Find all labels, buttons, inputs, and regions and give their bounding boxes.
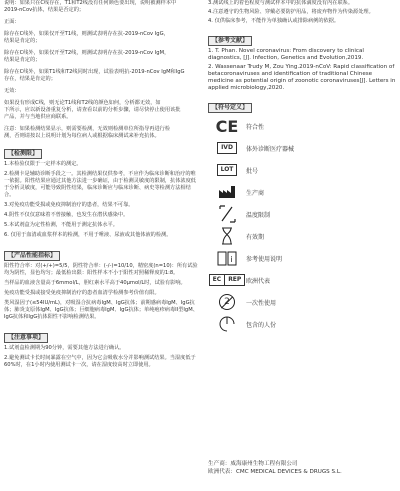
body-text-line: 无效： — [4, 88, 20, 94]
symbol-label: 参考使用说明 — [246, 255, 283, 263]
symbol-row — [208, 247, 396, 269]
body-text-line: 说明：如果只在C线存在，T1和T2线没有任何颜色要出现，说明被测样本中 — [4, 0, 177, 6]
body-text-line: 下所示，应以新设备重复分析，请查看以前的分析步骤，请尽快停止使用该批 — [4, 107, 181, 113]
single-use-mark: 2 — [219, 294, 235, 310]
section-paragraph: 4.阴性不仅仅意味着不曾接触，也发生在潜伏感染中。 — [4, 212, 129, 218]
section-paragraph: 6. 仅用于血清或血浆样本的检测，不用于唾液、尿液或其他体液的检测。 — [4, 232, 172, 238]
temperature-limit-icon — [208, 205, 246, 223]
symbol-label: 体外诊断医疗器械 — [246, 145, 295, 153]
symbol-label: 符合性 — [246, 123, 265, 131]
ec-box: EC — [209, 274, 226, 286]
svg-text:i: i — [230, 255, 233, 264]
section-paragraph: 2.检测卡是辅助诊断手段之一。其检测结果仅供参考，不应作为临床诊断和治疗的唯一依据。阳性结果应通过其他方法进一步确证，由于检测灵敏度的限制，抗体浓度低于分析灵敏度，可能导致阴性结果，临床诊断应与临床诊断、病史等检测方法相结合。 — [4, 171, 196, 198]
section-paragraph: 2.避免测试卡长时间暴露在空气中，因为它会吸收水分并影响测试结果。当湿度低于60%时，在1小时内使用测试卡一次，请在湿度较高时立即使用。 — [4, 355, 196, 368]
symbol-row — [208, 137, 396, 159]
section-heading: 【注意事项】 — [4, 333, 48, 343]
left-column — [4, 0, 200, 372]
body-text-line: 注意：如果检测结果显示，则需要检测，无效则检测单位所指导再进行检 — [4, 126, 171, 132]
section-paragraph: 5.本试剂盒为定性检测，不能用于测定抗体水平。 — [4, 222, 118, 228]
ivd-icon — [208, 142, 246, 154]
symbol-row — [208, 291, 396, 313]
reference-item: 2. Wassenaar Trudy M, Zou Ying.2019-nCoV: Rapid classification of betacoronaviruses and identification of traditional Chinese medicine as potential origin of zoonotic coronaviruses[J]. Letters in applied microbiology,2020. — [208, 64, 396, 91]
manufacturer-icon — [208, 185, 246, 199]
ce-text: CE — [215, 116, 239, 136]
symbol-label: 有效期 — [246, 233, 265, 241]
manufacturer-line: 生产商：威海康州生物工程有限公司 — [208, 461, 298, 467]
precaution-item: 4.注意遵守的生物风险、穿戴必要防护用品，将废弃物作为传染源处理。 — [208, 9, 374, 15]
precaution-item: 4. 仅供临床参考，不能作为单独确认或排除病例的依据。 — [208, 18, 340, 24]
left-sections — [4, 140, 200, 369]
ec-rep-icon — [208, 274, 246, 286]
result-interpretation — [4, 0, 200, 140]
body-text-line: 测，否则请按以上说明计划为每位病人或根据临床测试来补充抗体。 — [4, 133, 160, 139]
body-text-line: 结果是肯定的； — [4, 38, 41, 44]
manufacturer-info — [208, 460, 396, 476]
symbol-row — [208, 225, 396, 247]
section-paragraph: 免疫功能受损或接受免疫抑制治疗的患者血清学检测参考价值有限。 — [4, 290, 160, 296]
right-column — [208, 0, 396, 335]
rep-box: REP — [225, 274, 245, 286]
body-text-line: 存在，结果是肯定的； — [4, 76, 56, 82]
references-list — [208, 48, 396, 92]
section-paragraph: 3.对免疫功能受损或免疫抑制治疗的患者，结果不可靠。 — [4, 202, 134, 208]
section-paragraph: 1.本检验仅限于一定样本的测定。 — [4, 161, 82, 167]
section-paragraph: 类风湿因子(≤54IU/mL)，对吸湿合抗病毒IgM、IgG抗体；前期感病毒IgM、IgG抗体；肺炎支原体IgM、IgG抗体；巨细胞病毒IgM、IgG抗体；单纯疱疹病毒II型IgM、IgG抗体和IgG抗体阳性不影响检测结果。 — [4, 300, 198, 320]
body-text-line: 如果没有形成C线，则无论T1线和T2线的颜色如何，分析都无效，如 — [4, 100, 161, 106]
body-text-line: 除存在C线外，如果T1线和T2线同时出现，试验表明抗-2019-nCov IgM和IgG — [4, 69, 185, 75]
section-paragraph: 1.试剂盒检测期为90分钟，需要其他方法进行确认。 — [4, 345, 125, 351]
symbols-heading: 【符号定义】 — [208, 103, 252, 113]
symbol-mark: IVD — [217, 142, 237, 154]
body-text-line: 结果是肯定的； — [4, 57, 41, 63]
symbol-mark: LOT — [217, 164, 238, 176]
lot-icon — [208, 164, 246, 176]
eu-rep-line: 欧洲代表：CMC MEDICAL DEVICES & DRUGS S.L. — [208, 469, 342, 475]
body-text-line: 2019-nCov抗体，结果是否定的； — [4, 7, 85, 13]
symbol-row — [208, 159, 396, 181]
instructions-book-icon — [208, 250, 246, 266]
section-heading: 【产品性能指标】 — [4, 251, 60, 261]
test-count-icon — [208, 315, 246, 333]
symbols-table — [208, 115, 396, 335]
symbol-row — [208, 181, 396, 203]
reference-item: 1. T. Phan. Novel coronavirus: From discovery to clinical diagnostics, [J]. Infection, Genetics and Evolution,2019. — [208, 48, 364, 61]
ce-mark-icon — [208, 117, 246, 136]
expiry-hourglass-icon — [208, 227, 246, 245]
symbol-label: 温度限制 — [246, 211, 271, 219]
symbol-row — [208, 203, 396, 225]
body-text-line: 产品，并与当地供应商联系。 — [4, 114, 72, 120]
references-heading: 【参考文献】 — [208, 36, 252, 46]
section-heading: 【检测限】 — [4, 149, 42, 159]
symbol-row — [208, 269, 396, 291]
symbol-label: 生产商 — [246, 189, 265, 197]
symbol-label: 包含的人份 — [246, 321, 277, 329]
section-paragraph: 当样品的血液含量高于6mmol/L，胆红素水平高于40μmol/L时，试验有影响。 — [4, 280, 186, 286]
section-paragraph: 阳性符合率：对(+/+)=5/5，阴性符合率：(-/-)=10/10，精密度(n=10)：所有试验均为阴性，显色均匀；最低检出限：阳性样本不小于阳性对照稀释度的1:8。 — [4, 263, 198, 276]
symbol-label: 批号 — [246, 167, 259, 175]
body-text-line: 正面： — [4, 19, 20, 25]
symbol-label: 一次性使用 — [246, 299, 277, 307]
single-use-icon — [208, 294, 246, 310]
precaution-item: 3.测试线上的着色程度与测试样本中的抗体滴度没有内在联系。 — [208, 0, 354, 6]
symbol-row — [208, 115, 396, 137]
symbol-label: 欧洲代表 — [246, 277, 271, 285]
body-text-line: 除存在C线外，如果仅开至T2线，则测试表明存在抗-2019-nCov IgM， — [4, 50, 170, 56]
body-text-line: 除存在C线外，如果仅开至T1线，则测试表明存在抗-2019-nCov IgG， — [4, 31, 169, 37]
precautions-continued — [208, 0, 396, 25]
symbol-row — [208, 313, 396, 335]
